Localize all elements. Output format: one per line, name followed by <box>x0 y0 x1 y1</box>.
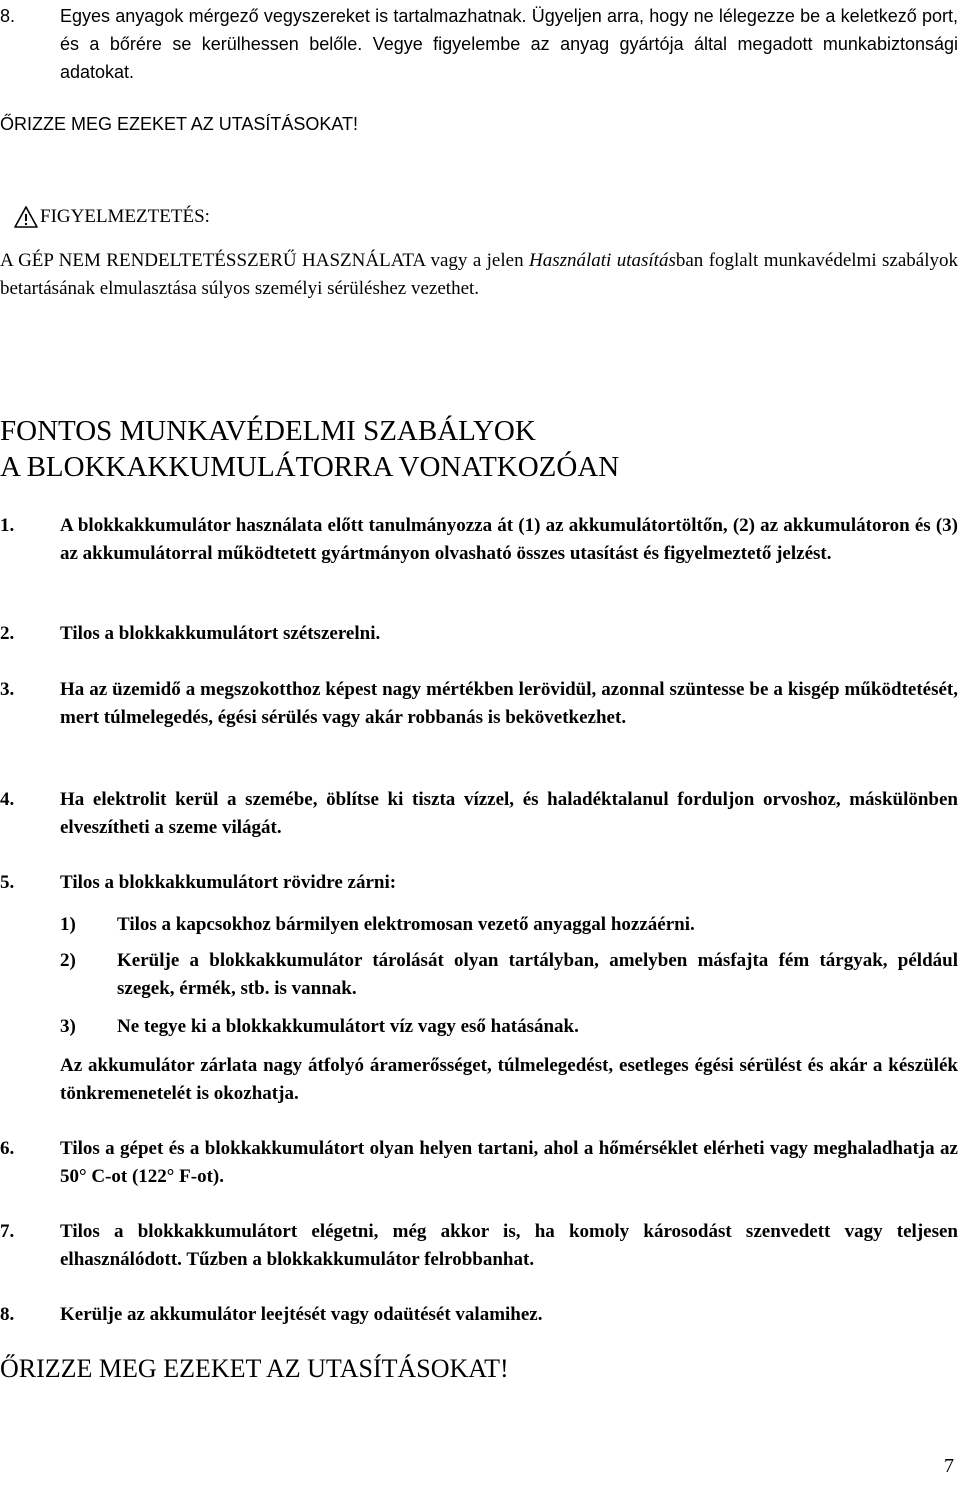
note-text: Az akkumulátor zárlata nagy átfolyó áramerősséget, túlmelegedést, esetleges égési sérülést és akár a készülék tönkremenetelét is okozhatja. <box>60 1055 958 1104</box>
rule-number: 1. <box>0 515 15 536</box>
rule-7 <box>0 1218 958 1274</box>
item-text: Egyes anyagok mérgező vegyszereket is tartalmazhatnak. Ügyeljen arra, hogy ne lélegezze be a keletkező port, és a bőrére se kerülhessen belőle. Vegye figyelembe az anyag gyártója által megadott munkabiztonsági adatokat. <box>60 6 958 82</box>
subrule-text: Tilos a kapcsokhoz bármilyen elektromosan vezető anyaggal hozzáérni. <box>117 914 695 935</box>
subrule-1 <box>0 911 958 939</box>
rule-4 <box>0 786 958 842</box>
section-heading-line-2: A BLOKKAKKUMULÁTORRA VONATKOZÓAN <box>0 451 620 483</box>
rule-text: Tilos a blokkakkumulátort rövidre zárni: <box>60 872 397 893</box>
rule-text: Ha az üzemidő a megszokotthoz képest nagy mértékben lerövidül, azonnal szüntesse be a kisgép működtetését, mert túlmelegedés, égési sérülés vagy akár robbanás is bekövetkezhet. <box>60 679 958 728</box>
subrule-number: 2) <box>60 950 76 971</box>
item-8-top <box>0 2 958 86</box>
subrule-text: Kerülje a blokkakkumulátor tárolását olyan tartályban, amelyben másfajta fém tárgyak, például szegek, érmék, stb. is vannak. <box>117 950 958 999</box>
rule-text: Tilos a blokkakkumulátort elégetni, még akkor is, ha komoly károsodást szenvedett vagy teljesen elhasználódott. Tűzben a blokkakkumulátor felrobbanhat. <box>60 1221 958 1270</box>
rule-8 <box>0 1301 958 1329</box>
short-circuit-note <box>0 1052 958 1108</box>
subrule-2 <box>0 947 958 1003</box>
subrule-number: 3) <box>60 1016 76 1037</box>
subrule-3 <box>0 1013 958 1041</box>
rule-5 <box>0 869 958 897</box>
rule-number: 7. <box>0 1221 15 1242</box>
subrule-text: Ne tegye ki a blokkakkumulátort víz vagy eső hatásának. <box>117 1016 579 1037</box>
warning-label-row <box>0 204 210 230</box>
warning-text <box>0 247 958 303</box>
section-heading-line-1: FONTOS MUNKAVÉDELMI SZABÁLYOK <box>0 415 536 447</box>
warning-triangle-icon <box>14 206 38 228</box>
rule-2 <box>0 620 958 648</box>
rule-number: 3. <box>0 679 15 700</box>
rule-number: 8. <box>0 1304 15 1325</box>
rule-1 <box>0 512 958 568</box>
item-number: 8. <box>0 6 16 26</box>
rule-text: Tilos a blokkakkumulátort szétszerelni. <box>60 623 381 644</box>
subrule-number: 1) <box>60 914 76 935</box>
warning-text-end: ban foglalt munkavédelmi szabályok betartásának elmulasztása súlyos személyi sérüléshez vezethet. <box>0 250 958 299</box>
page-number: 7 <box>944 1455 954 1477</box>
rule-text: Kerülje az akkumulátor leejtését vagy odaütését valamihez. <box>60 1304 543 1325</box>
rule-number: 2. <box>0 623 15 644</box>
rule-6 <box>0 1135 958 1191</box>
warning-text-start: A GÉP NEM RENDELTETÉSSZERŰ HASZNÁLATA vagy a jelen <box>0 250 529 271</box>
warning-text-italic: Használati utasítás <box>528 250 676 271</box>
keep-instructions-bottom: ŐRIZZE MEG EZEKET AZ UTASÍTÁSOKAT! <box>0 1354 509 1383</box>
rule-number: 6. <box>0 1138 15 1159</box>
keep-instructions-top: ŐRIZZE MEG EZEKET AZ UTASÍTÁSOKAT! <box>0 114 359 134</box>
warning-label: FIGYELMEZTETÉS: <box>40 206 210 227</box>
rule-number: 4. <box>0 789 15 810</box>
rule-text: Ha elektrolit kerül a szemébe, öblítse ki tiszta vízzel, és haladéktalanul forduljon orvoshoz, máskülönben elveszítheti a szeme világát. <box>60 789 958 838</box>
rule-text: A blokkakkumulátor használata előtt tanulmányozza át (1) az akkumulátortöltőn, (2) az akkumulátoron és (3) az akkumulátorral működtetett gyártmányon olvasható összes utasítást és figyelmeztető jelzést. <box>60 515 958 564</box>
rule-number: 5. <box>0 872 15 893</box>
rule-text: Tilos a gépet és a blokkakkumulátort olyan helyen tartani, ahol a hőmérséklet elérheti vagy meghaladhatja az 50° C-ot (122° F-ot). <box>60 1138 958 1187</box>
rule-3 <box>0 676 958 732</box>
